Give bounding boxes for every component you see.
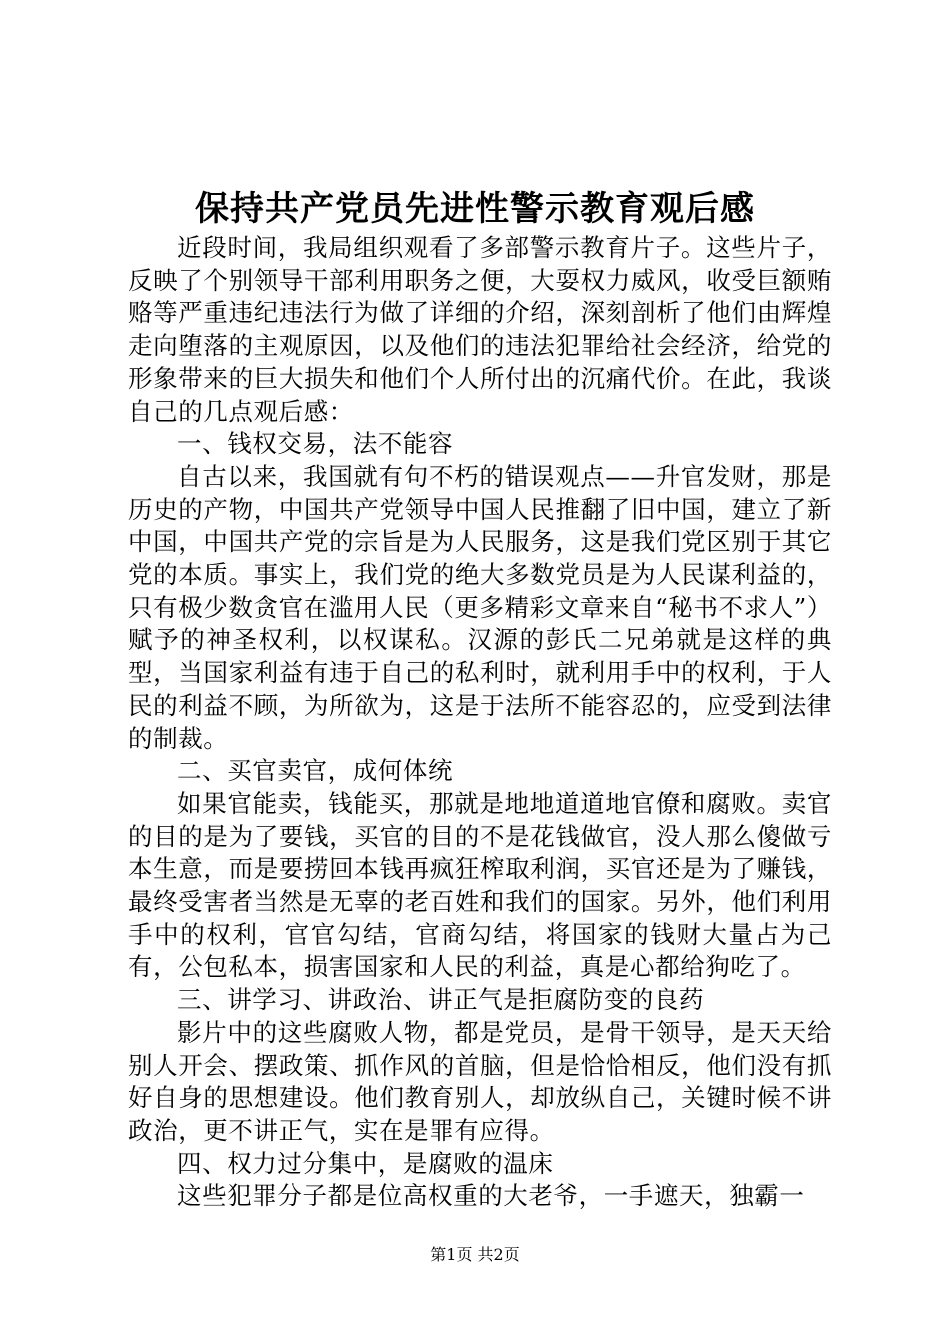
section-heading-3: 三、讲学习、讲政治、讲正气是拒腐防变的良药 <box>177 985 705 1015</box>
document-title: 保持共产党员先进性警示教育观后感 <box>195 189 755 229</box>
paragraph-intro: 近段时间，我局组织观看了多部警示教育片子。这些片子，反映了个别领导干部利用职务之便，大耍权力威风，收受巨额贿赂等严重违纪违法行为做了详细的介绍，深刻剖析了他们由辉煌走向堕落的主观原因，以及他们的违法犯罪给社会经济，给党的形象带来的巨大损失和他们个人所付出的沉痛代价。在此，我谈自己的几点观后感： <box>128 233 832 426</box>
paragraph-section-1: 自古以来，我国就有句不朽的错误观点——升官发财，那是历史的产物，中国共产党领导中国人民推翻了旧中国，建立了新中国，中国共产党的宗旨是为人民服务，这是我们党区别于其它党的本质。事实上，我们党的绝大多数党员是为人民谋利益的，只有极少数贪官在滥用人民（更多精彩文章来自“秘书不求人”）赋予的神圣权利，以权谋私。汉源的彭氏二兄弟就是这样的典型，当国家利益有违于自己的私利时，就利用手中的权利，于人民的利益不顾，为所欲为，这是于法所不能容忍的，应受到法律的制裁。 <box>128 461 832 753</box>
section-heading-1: 一、钱权交易，法不能容 <box>177 429 454 459</box>
section-heading-4: 四、权力过分集中，是腐败的温床 <box>177 1148 554 1178</box>
page-number-footer: 第1页 共2页 <box>430 1245 520 1264</box>
paragraph-section-4: 这些犯罪分子都是位高权重的大老爷，一手遮天，独霸一 <box>177 1181 805 1211</box>
section-heading-2: 二、买官卖官，成何体统 <box>177 756 454 786</box>
paragraph-section-3: 影片中的这些腐败人物，都是党员，是骨干领导，是天天给别人开会、摆政策、抓作风的首脑，但是恰恰相反，他们没有抓好自身的思想建设。他们教育别人，却放纵自己，关键时候不讲政治，更不讲正气，实在是罪有应得。 <box>128 1017 832 1145</box>
paragraph-section-2: 如果官能卖，钱能买，那就是地地道道地官僚和腐败。卖官的目的是为了要钱，买官的目的不是花钱做官，没人那么傻做亏本生意，而是要捞回本钱再疯狂榨取利润，买官还是为了赚钱，最终受害者当然是无辜的老百姓和我们的国家。另外，他们利用手中的权利，官官勾结，官商勾结，将国家的钱财大量占为己有，公包私本，损害国家和人民的利益，真是心都给狗吃了。 <box>128 788 832 982</box>
document-body <box>128 232 832 1213</box>
